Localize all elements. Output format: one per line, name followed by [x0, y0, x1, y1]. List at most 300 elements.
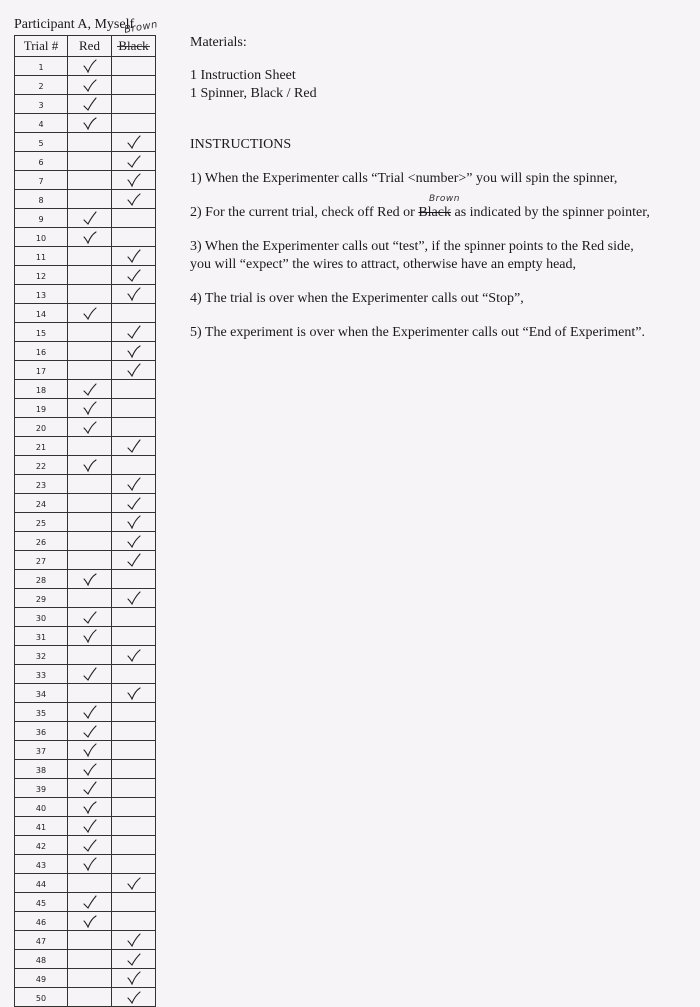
black-cell — [112, 133, 156, 152]
red-cell — [68, 76, 112, 95]
trial-number-cell — [15, 950, 68, 969]
trial-number-cell — [15, 760, 68, 779]
trial-number-cell — [15, 95, 68, 114]
trial-number-cell — [15, 988, 68, 1007]
checkmark-icon — [112, 933, 155, 948]
checkmark-icon — [68, 857, 111, 872]
trial-number: 27 — [35, 557, 47, 566]
trial-number: 20 — [35, 424, 47, 433]
black-cell — [112, 152, 156, 171]
red-cell — [68, 893, 112, 912]
materials-heading: Materials: — [190, 35, 247, 50]
trial-number-cell — [15, 456, 68, 475]
black-cell — [112, 722, 156, 741]
black-cell — [112, 779, 156, 798]
trial-number: 26 — [35, 538, 47, 547]
checkmark-icon — [112, 553, 155, 568]
trial-number-cell — [15, 190, 68, 209]
table-row — [15, 456, 156, 475]
checkmark-icon — [68, 629, 111, 644]
materials-item: 1 Instruction Sheet — [190, 68, 296, 83]
table-row — [15, 969, 156, 988]
trial-number-cell — [15, 57, 68, 76]
checkmark-icon — [68, 59, 111, 74]
handwritten-brown-label: Brown — [123, 19, 159, 36]
black-cell — [112, 304, 156, 323]
black-cell — [112, 551, 156, 570]
trial-number: 47 — [35, 937, 47, 946]
table-header-row — [15, 36, 156, 57]
trial-number-cell — [15, 855, 68, 874]
checkmark-icon — [68, 420, 111, 435]
checkmark-icon — [112, 496, 155, 511]
black-cell — [112, 190, 156, 209]
instruction-step-3-line-1: 3) When the Experimenter calls out “test”, if the spinner points to the Red side, — [190, 239, 634, 254]
black-cell — [112, 285, 156, 304]
checkmark-icon — [112, 154, 155, 169]
participant-label: Participant A, Myself — [14, 17, 135, 32]
trial-number: 37 — [35, 747, 47, 756]
red-cell — [68, 285, 112, 304]
table-row — [15, 171, 156, 190]
checkmark-icon — [112, 344, 155, 359]
red-cell — [68, 969, 112, 988]
table-row — [15, 494, 156, 513]
table-row — [15, 665, 156, 684]
trial-number: 16 — [35, 348, 47, 357]
checkmark-icon — [68, 401, 111, 416]
checkmark-icon — [68, 705, 111, 720]
red-cell — [68, 304, 112, 323]
black-cell — [112, 437, 156, 456]
trial-number: 49 — [35, 975, 47, 984]
red-cell — [68, 456, 112, 475]
black-cell — [112, 912, 156, 931]
trial-number-cell — [15, 551, 68, 570]
table-row — [15, 570, 156, 589]
black-cell — [112, 570, 156, 589]
black-cell — [112, 418, 156, 437]
table-row — [15, 133, 156, 152]
checkmark-icon — [68, 762, 111, 777]
checkmark-icon — [112, 192, 155, 207]
trial-number-cell — [15, 76, 68, 95]
trial-number: 15 — [35, 329, 47, 338]
trial-number: 21 — [35, 443, 47, 452]
black-cell — [112, 456, 156, 475]
red-cell — [68, 570, 112, 589]
table-row — [15, 779, 156, 798]
trial-number: 44 — [35, 880, 47, 889]
checkmark-icon — [68, 800, 111, 815]
checkmark-icon — [68, 724, 111, 739]
red-cell — [68, 418, 112, 437]
checkmark-icon — [68, 743, 111, 758]
black-cell — [112, 399, 156, 418]
black-cell — [112, 665, 156, 684]
checkmark-icon — [68, 667, 111, 682]
red-cell — [68, 760, 112, 779]
trial-number: 22 — [35, 462, 47, 471]
trial-number-cell — [15, 418, 68, 437]
table-row — [15, 190, 156, 209]
table-row — [15, 608, 156, 627]
trial-number: 17 — [35, 367, 47, 376]
table-row — [15, 266, 156, 285]
trial-number: 13 — [35, 291, 47, 300]
checkmark-icon — [68, 78, 111, 93]
trial-number: 19 — [35, 405, 47, 414]
trial-table — [14, 35, 156, 1007]
table-row — [15, 874, 156, 893]
black-cell — [112, 817, 156, 836]
trial-number: 28 — [35, 576, 47, 585]
trial-number: 29 — [35, 595, 47, 604]
trial-number-cell — [15, 171, 68, 190]
red-cell — [68, 190, 112, 209]
trial-number-cell — [15, 494, 68, 513]
trial-number: 45 — [35, 899, 47, 908]
trial-number: 2 — [38, 82, 44, 91]
trial-number: 35 — [35, 709, 47, 718]
trial-number-cell — [15, 779, 68, 798]
table-row — [15, 988, 156, 1007]
trial-number: 30 — [35, 614, 47, 623]
red-cell — [68, 57, 112, 76]
checkmark-icon — [112, 990, 155, 1005]
red-cell — [68, 988, 112, 1007]
trial-number-cell — [15, 608, 68, 627]
table-row — [15, 342, 156, 361]
black-cell — [112, 855, 156, 874]
red-cell — [68, 228, 112, 247]
black-cell — [112, 380, 156, 399]
checkmark-icon — [68, 306, 111, 321]
black-cell — [112, 76, 156, 95]
black-header-struck-text: Black — [118, 38, 149, 53]
table-row — [15, 323, 156, 342]
table-row — [15, 57, 156, 76]
red-cell — [68, 722, 112, 741]
red-cell — [68, 817, 112, 836]
black-cell — [112, 646, 156, 665]
trial-number: 46 — [35, 918, 47, 927]
trial-number-cell — [15, 532, 68, 551]
trial-number-cell — [15, 228, 68, 247]
checkmark-icon — [68, 458, 111, 473]
trial-number: 42 — [35, 842, 47, 851]
trial-number: 5 — [38, 139, 44, 148]
instruction-step-1: 1) When the Experimenter calls “Trial <number>” you will spin the spinner, — [190, 171, 618, 186]
checkmark-icon — [112, 876, 155, 891]
table-row — [15, 589, 156, 608]
black-cell — [112, 361, 156, 380]
trial-table-body — [15, 57, 156, 1007]
red-cell — [68, 532, 112, 551]
red-cell — [68, 684, 112, 703]
table-row — [15, 855, 156, 874]
black-cell — [112, 969, 156, 988]
checkmark-icon — [68, 914, 111, 929]
table-row — [15, 722, 156, 741]
red-cell — [68, 779, 112, 798]
trial-number-cell — [15, 133, 68, 152]
checkmark-icon — [68, 230, 111, 245]
trial-number-cell — [15, 931, 68, 950]
checkmark-icon — [68, 572, 111, 587]
red-cell — [68, 380, 112, 399]
checkmark-icon — [112, 534, 155, 549]
red-cell — [68, 437, 112, 456]
checkmark-icon — [112, 287, 155, 302]
trial-number: 24 — [35, 500, 47, 509]
red-cell — [68, 95, 112, 114]
black-cell — [112, 760, 156, 779]
trial-number-cell — [15, 380, 68, 399]
trial-number-cell — [15, 627, 68, 646]
checkmark-icon — [112, 173, 155, 188]
checkmark-icon — [68, 116, 111, 131]
red-cell — [68, 266, 112, 285]
trial-number-cell — [15, 114, 68, 133]
trial-number-cell — [15, 874, 68, 893]
trial-number-cell — [15, 399, 68, 418]
table-row — [15, 380, 156, 399]
instruction-step-3-line-2: you will “expect” the wires to attract, otherwise have an empty head, — [190, 257, 577, 272]
trial-number: 38 — [35, 766, 47, 775]
trial-number: 48 — [35, 956, 47, 965]
materials-item: 1 Spinner, Black / Red — [190, 86, 317, 101]
instructions-heading: INSTRUCTIONS — [190, 137, 292, 152]
black-cell — [112, 836, 156, 855]
trial-number: 8 — [38, 196, 44, 205]
checkmark-icon — [112, 325, 155, 340]
trial-number-cell — [15, 798, 68, 817]
table-row — [15, 475, 156, 494]
table-row — [15, 513, 156, 532]
trial-number-cell — [15, 247, 68, 266]
table-row — [15, 836, 156, 855]
trial-number: 34 — [35, 690, 47, 699]
table-row — [15, 627, 156, 646]
red-cell — [68, 703, 112, 722]
black-cell — [112, 114, 156, 133]
checkmark-icon — [112, 363, 155, 378]
trial-number: 43 — [35, 861, 47, 870]
handwritten-brown-annotation: Brown — [429, 194, 460, 204]
black-cell — [112, 931, 156, 950]
black-cell — [112, 475, 156, 494]
trial-number-cell — [15, 513, 68, 532]
red-cell — [68, 608, 112, 627]
red-cell — [68, 646, 112, 665]
trial-number: 40 — [35, 804, 47, 813]
red-cell — [68, 551, 112, 570]
red-cell — [68, 133, 112, 152]
trial-number: 33 — [35, 671, 47, 680]
black-cell — [112, 798, 156, 817]
black-cell — [112, 494, 156, 513]
black-cell — [112, 247, 156, 266]
black-cell — [112, 171, 156, 190]
table-row — [15, 76, 156, 95]
trial-number: 39 — [35, 785, 47, 794]
trial-number-cell — [15, 323, 68, 342]
black-cell — [112, 608, 156, 627]
checkmark-icon — [68, 97, 111, 112]
red-cell — [68, 247, 112, 266]
table-row — [15, 209, 156, 228]
trial-number: 3 — [38, 101, 44, 110]
black-cell — [112, 589, 156, 608]
trial-number-cell — [15, 741, 68, 760]
checkmark-icon — [68, 610, 111, 625]
step-2-struck-word: Black — [418, 205, 451, 220]
black-cell — [112, 684, 156, 703]
trial-number: 32 — [35, 652, 47, 661]
trial-number-cell — [15, 342, 68, 361]
black-cell — [112, 209, 156, 228]
trial-number: 18 — [35, 386, 47, 395]
black-cell — [112, 874, 156, 893]
table-row — [15, 703, 156, 722]
table-row — [15, 684, 156, 703]
trial-number-cell — [15, 361, 68, 380]
red-cell — [68, 323, 112, 342]
table-row — [15, 931, 156, 950]
red-cell — [68, 931, 112, 950]
trial-number: 14 — [35, 310, 47, 319]
checkmark-icon — [112, 249, 155, 264]
red-cell — [68, 855, 112, 874]
trial-number: 1 — [38, 63, 44, 72]
table-row — [15, 399, 156, 418]
table-row — [15, 285, 156, 304]
checkmark-icon — [68, 382, 111, 397]
trial-number-cell — [15, 285, 68, 304]
checkmark-icon — [68, 781, 111, 796]
black-cell — [112, 513, 156, 532]
table-row — [15, 152, 156, 171]
step-2-text-end: as indicated by the spinner pointer, — [450, 205, 650, 220]
red-cell — [68, 912, 112, 931]
trial-number-cell — [15, 836, 68, 855]
black-cell — [112, 703, 156, 722]
trial-number-cell — [15, 665, 68, 684]
table-row — [15, 551, 156, 570]
trial-number: 31 — [35, 633, 47, 642]
trial-number-cell — [15, 304, 68, 323]
red-cell — [68, 475, 112, 494]
red-column-header: Red — [68, 36, 112, 57]
trial-number: 10 — [35, 234, 47, 243]
trial-number-cell — [15, 722, 68, 741]
trial-number-cell — [15, 209, 68, 228]
table-row — [15, 893, 156, 912]
checkmark-icon — [112, 971, 155, 986]
table-row — [15, 950, 156, 969]
red-cell — [68, 361, 112, 380]
trial-number: 25 — [35, 519, 47, 528]
trial-number: 41 — [35, 823, 47, 832]
table-row — [15, 437, 156, 456]
red-cell — [68, 152, 112, 171]
black-cell — [112, 893, 156, 912]
black-cell — [112, 627, 156, 646]
red-cell — [68, 513, 112, 532]
trial-number-cell — [15, 684, 68, 703]
step-2-text-start: 2) For the current trial, check off Red or — [190, 205, 419, 220]
table-row — [15, 304, 156, 323]
table-row — [15, 760, 156, 779]
trial-number-cell — [15, 893, 68, 912]
checkmark-icon — [112, 268, 155, 283]
checkmark-icon — [68, 819, 111, 834]
red-cell — [68, 836, 112, 855]
table-row — [15, 817, 156, 836]
red-cell — [68, 114, 112, 133]
black-column-header — [112, 36, 156, 57]
trial-number-cell — [15, 912, 68, 931]
checkmark-icon — [112, 135, 155, 150]
trial-number-cell — [15, 570, 68, 589]
black-cell — [112, 266, 156, 285]
red-cell — [68, 494, 112, 513]
checkmark-icon — [68, 838, 111, 853]
black-cell — [112, 988, 156, 1007]
instruction-step-4: 4) The trial is over when the Experimenter calls out “Stop”, — [190, 291, 524, 306]
black-cell — [112, 342, 156, 361]
trial-number-cell — [15, 437, 68, 456]
table-row — [15, 532, 156, 551]
table-row — [15, 646, 156, 665]
black-cell — [112, 57, 156, 76]
checkmark-icon — [68, 211, 111, 226]
red-cell — [68, 798, 112, 817]
trial-number-cell — [15, 646, 68, 665]
table-row — [15, 361, 156, 380]
trial-number: 6 — [38, 158, 44, 167]
black-cell — [112, 228, 156, 247]
trial-number-cell — [15, 152, 68, 171]
checkmark-icon — [112, 515, 155, 530]
trial-number-cell — [15, 589, 68, 608]
red-cell — [68, 950, 112, 969]
table-row — [15, 114, 156, 133]
trial-number-cell — [15, 969, 68, 988]
black-cell — [112, 950, 156, 969]
trial-number: 7 — [38, 177, 44, 186]
checkmark-icon — [112, 686, 155, 701]
black-cell — [112, 532, 156, 551]
checkmark-icon — [112, 439, 155, 454]
table-row — [15, 798, 156, 817]
trial-number-cell — [15, 703, 68, 722]
trial-number: 36 — [35, 728, 47, 737]
table-row — [15, 247, 156, 266]
table-row — [15, 741, 156, 760]
black-cell — [112, 95, 156, 114]
trial-column-header: Trial # — [15, 36, 68, 57]
trial-number: 12 — [35, 272, 47, 281]
checkmark-icon — [112, 648, 155, 663]
trial-number-cell — [15, 475, 68, 494]
table-row — [15, 912, 156, 931]
trial-number: 23 — [35, 481, 47, 490]
red-cell — [68, 209, 112, 228]
checkmark-icon — [112, 591, 155, 606]
checkmark-icon — [68, 895, 111, 910]
